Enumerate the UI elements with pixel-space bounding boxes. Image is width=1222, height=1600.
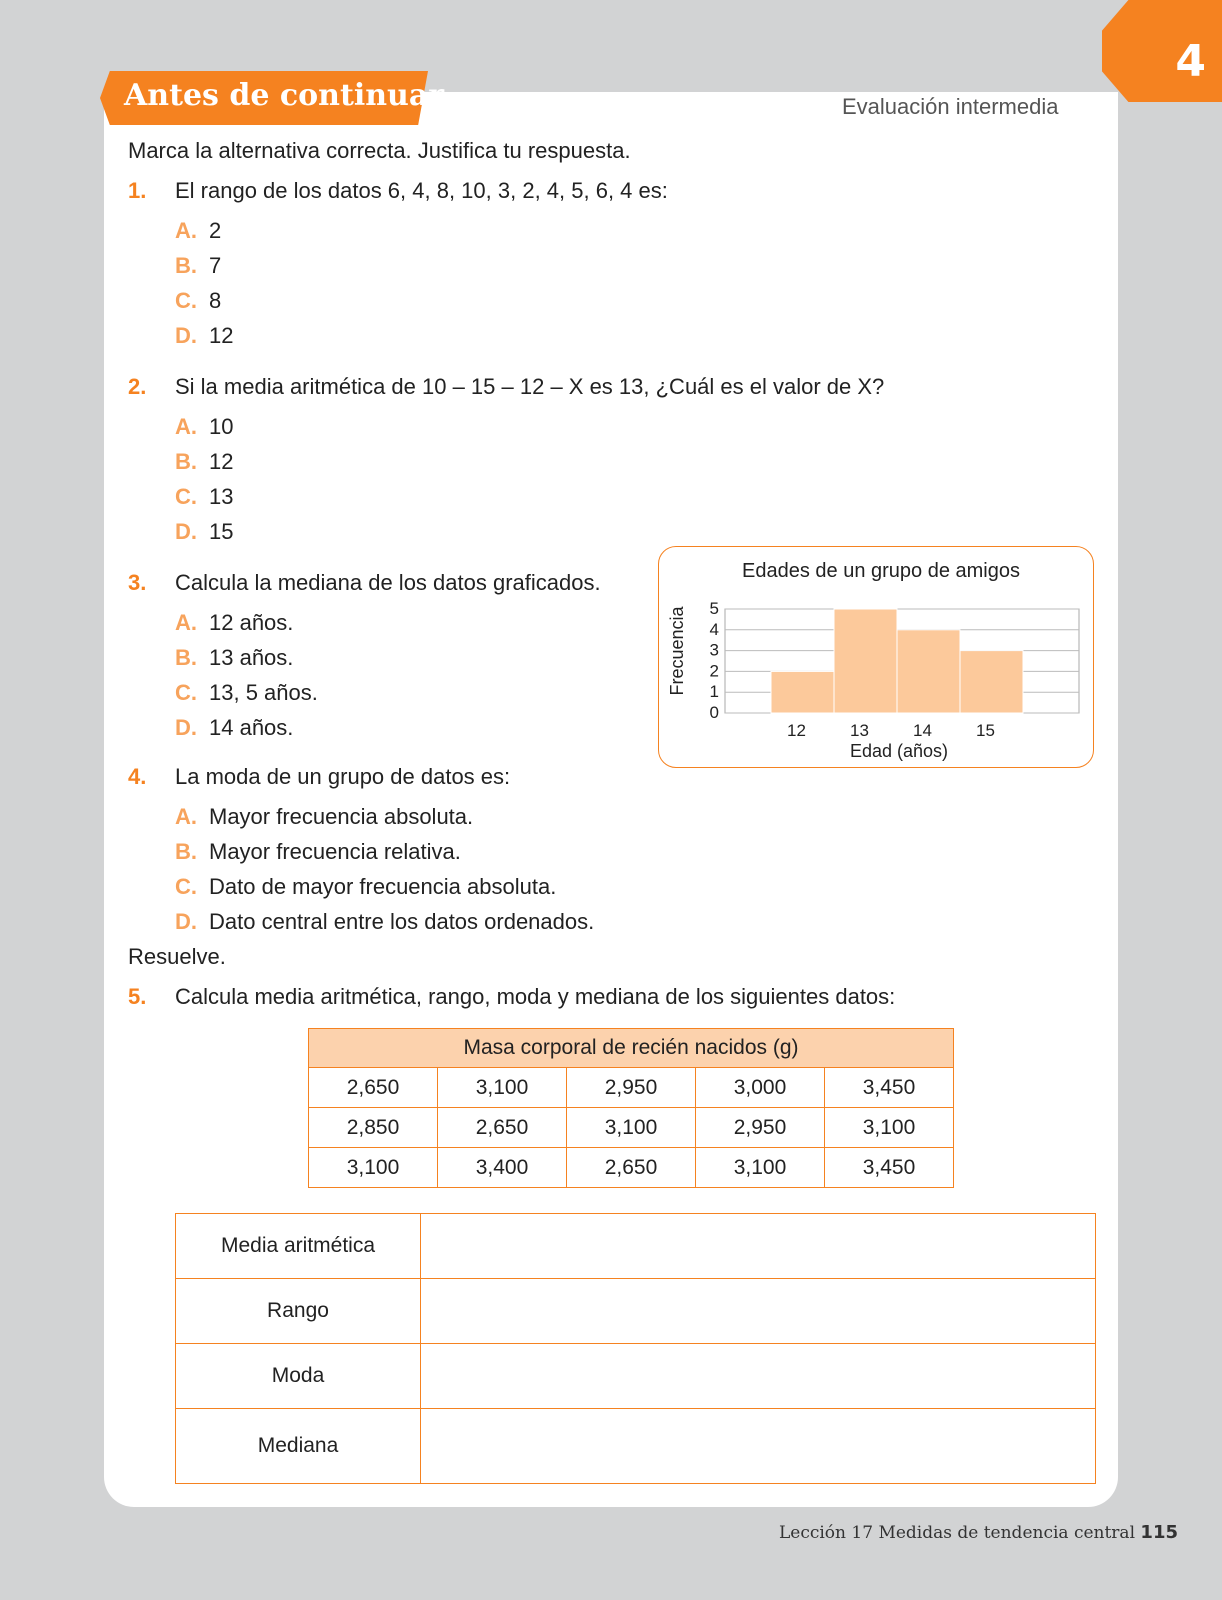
table-cell: 3,100 — [309, 1148, 438, 1188]
table-cell: 3,450 — [825, 1068, 954, 1108]
answer-row — [176, 1344, 1096, 1409]
option-text: 12 — [209, 323, 234, 348]
option-text: 13 — [209, 484, 234, 509]
answer-field-mediana[interactable] — [421, 1409, 1096, 1484]
option[interactable] — [175, 253, 221, 279]
table-cell: 3,100 — [438, 1068, 567, 1108]
question-text: Calcula la mediana de los datos graficados. — [175, 570, 601, 595]
option-letter: C. — [175, 288, 197, 313]
table-row — [309, 1148, 954, 1188]
chart-title: Edades de un grupo de amigos — [742, 560, 1020, 582]
option-letter: C. — [175, 484, 197, 509]
answer-field-rango[interactable] — [421, 1279, 1096, 1344]
option-letter: D. — [175, 909, 197, 934]
question-text: Calcula media aritmética, rango, moda y mediana de los siguientes datos: — [175, 984, 896, 1009]
table-cell: 3,100 — [825, 1108, 954, 1148]
chart-x-label: Edad (años) — [849, 741, 949, 761]
page-number: 115 — [1140, 1522, 1178, 1543]
option-text: 12 — [209, 449, 234, 474]
option-letter: B. — [175, 839, 197, 864]
option[interactable] — [175, 909, 594, 935]
option[interactable] — [175, 715, 293, 741]
question-number: 3. — [128, 570, 147, 595]
option[interactable] — [175, 484, 233, 510]
y-tick-label: 0 — [709, 703, 719, 722]
option-letter: A. — [175, 610, 197, 635]
table-cell: 2,650 — [309, 1068, 438, 1108]
table-cell: 3,000 — [696, 1068, 825, 1108]
option-text: 15 — [209, 519, 234, 544]
option-letter: B. — [175, 253, 197, 278]
x-tick-label: 13 — [850, 721, 869, 740]
footer-lesson: Lección 17 — [778, 1523, 874, 1543]
option-letter: D. — [175, 519, 197, 544]
table-cell: 3,450 — [825, 1148, 954, 1188]
resuelve-heading: Resuelve. — [128, 944, 226, 969]
chart-y-label: Frecuencia — [667, 606, 687, 696]
answer-label: Moda — [176, 1344, 421, 1409]
x-tick-label: 12 — [787, 721, 806, 740]
y-tick-label: 2 — [709, 661, 719, 681]
page-footer — [779, 1522, 1178, 1543]
option-letter: A. — [175, 804, 197, 829]
y-tick-label: 5 — [709, 599, 719, 618]
table-cell: 3,100 — [696, 1148, 825, 1188]
banner-title: Antes de continuar — [124, 78, 445, 113]
table-cell: 2,850 — [309, 1108, 438, 1148]
histogram-chart — [659, 547, 1093, 767]
mass-table — [308, 1028, 954, 1188]
option-letter: B. — [175, 645, 197, 670]
histogram-panel — [658, 546, 1094, 768]
option[interactable] — [175, 414, 233, 440]
option-letter: D. — [175, 323, 197, 348]
option-text: Mayor frecuencia relativa. — [209, 839, 461, 864]
question-text: Si la media aritmética de 10 – 15 – 12 – X es 13, ¿Cuál es el valor de X? — [175, 374, 885, 399]
x-tick-label: 15 — [976, 721, 995, 740]
answer-field-moda[interactable] — [421, 1344, 1096, 1409]
option[interactable] — [175, 680, 318, 706]
option-letter: D. — [175, 715, 197, 740]
option[interactable] — [175, 645, 293, 671]
table-row — [309, 1108, 954, 1148]
option-text: 10 — [209, 414, 234, 439]
instructions: Marca la alternativa correcta. Justifica tu respuesta. — [128, 138, 631, 163]
option-text: 7 — [209, 253, 222, 278]
histogram-bar — [960, 651, 1023, 713]
option[interactable] — [175, 804, 473, 830]
histogram-bar — [897, 630, 960, 713]
question-text: La moda de un grupo de datos es: — [175, 764, 511, 789]
table-cell: 2,650 — [438, 1108, 567, 1148]
footer-topic: Medidas de tendencia central — [878, 1523, 1136, 1543]
option-text: Dato de mayor frecuencia absoluta. — [209, 874, 557, 899]
question-number: 5. — [128, 984, 147, 1009]
question-number: 1. — [128, 178, 147, 203]
option-text: 2 — [209, 218, 222, 243]
option-text: Dato central entre los datos ordenados. — [209, 909, 595, 934]
option-text: 14 años. — [209, 715, 294, 740]
question-number: 4. — [128, 764, 147, 789]
y-tick-label: 1 — [709, 682, 719, 702]
table-cell: 3,400 — [438, 1148, 567, 1188]
unit-number: 4 — [1175, 36, 1206, 87]
option[interactable] — [175, 519, 233, 545]
option[interactable] — [175, 449, 233, 475]
table-cell: 3,100 — [567, 1108, 696, 1148]
option[interactable] — [175, 288, 221, 314]
table-cell: 2,950 — [567, 1068, 696, 1108]
table-cell: 2,950 — [696, 1108, 825, 1148]
option[interactable] — [175, 218, 221, 244]
answer-row — [176, 1409, 1096, 1484]
option[interactable] — [175, 610, 293, 636]
table-title: Masa corporal de recién nacidos (g) — [309, 1029, 954, 1068]
option-text: Mayor frecuencia absoluta. — [209, 804, 474, 829]
histogram-bar — [834, 609, 897, 713]
answer-table — [175, 1213, 1096, 1484]
option[interactable] — [175, 839, 461, 865]
answer-label: Mediana — [176, 1409, 421, 1484]
answer-field-media[interactable] — [421, 1214, 1096, 1279]
option[interactable] — [175, 874, 556, 900]
option-letter: B. — [175, 449, 197, 474]
question-text: El rango de los datos 6, 4, 8, 10, 3, 2, 4, 5, 6, 4 es: — [175, 178, 668, 203]
answer-label: Rango — [176, 1279, 421, 1344]
y-tick-label: 3 — [709, 640, 719, 660]
option-letter: A. — [175, 414, 197, 439]
question-number: 2. — [128, 374, 147, 399]
option[interactable] — [175, 323, 233, 349]
option-text: 12 años. — [209, 610, 294, 635]
option-letter: A. — [175, 218, 197, 243]
x-tick-label: 14 — [913, 721, 932, 740]
y-tick-label: 4 — [709, 619, 719, 639]
option-text: 8 — [209, 288, 222, 313]
histogram-bar — [771, 671, 834, 713]
option-text: 13 años. — [209, 645, 294, 670]
answer-label: Media aritmética — [176, 1214, 421, 1279]
option-letter: C. — [175, 874, 197, 899]
option-text: 13, 5 años. — [209, 680, 318, 705]
section-label: Evaluación intermedia — [842, 94, 1059, 119]
answer-row — [176, 1214, 1096, 1279]
answer-row — [176, 1279, 1096, 1344]
option-letter: C. — [175, 680, 197, 705]
table-cell: 2,650 — [567, 1148, 696, 1188]
table-row — [309, 1068, 954, 1108]
